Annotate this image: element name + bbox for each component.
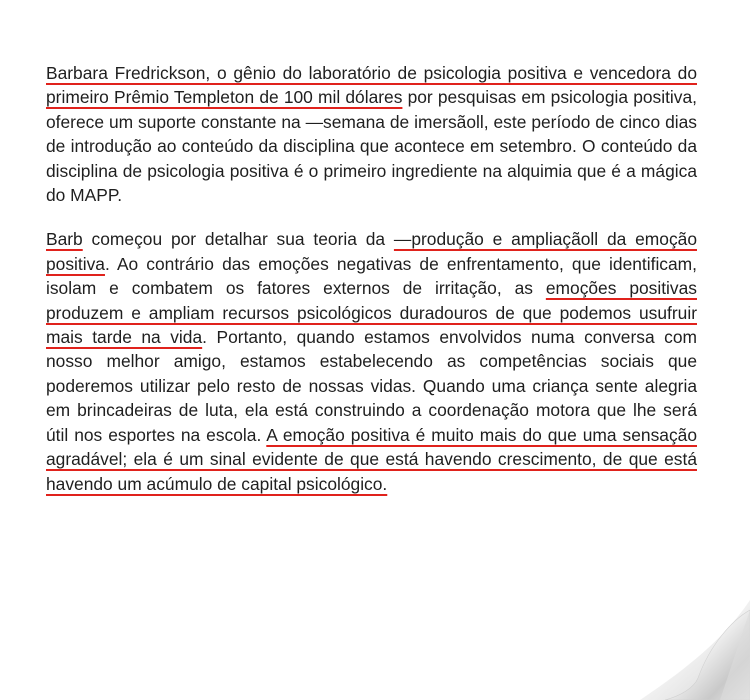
text-run: por pesquisas em psicologia positiva, oferece um suporte constante na —semana de imersãoll, este período de cinco dias de introdução ao conteúdo da disciplina que acontece em setembro. O conteúdo da disciplina de psicologia positiva é o primeiro ingrediente na alquimia que é a mágica do MAPP.: [46, 87, 697, 206]
underlined-phrase: —produção e ampliaçãoll da emoção positiva: [46, 229, 697, 274]
text-run: começou por detalhar sua teoria da: [82, 229, 394, 250]
underlined-phrase: Barb: [46, 229, 83, 250]
text-run: . Ao contrário das emoções negativas de enfrentamento, que identificam, isolam e combatem os fatores externos de irritação, as: [46, 253, 697, 299]
underlined-phrase: Barbara Fredrickson, o gênio do laboratório de psicologia positiva e vencedora do primeiro Prêmio Templeton de 100 mil dólares: [46, 63, 697, 108]
text-body: [46, 61, 697, 516]
text-run: . Portanto, quando estamos envolvidos numa conversa com nosso melhor amigo, estamos estabelecendo as competências sociais que poderemos utilizar pelo resto de nossas vidas. Quando uma criança sente alegria em brincadeiras de luta, ela está construindo a coordenação motora que lhe será útil nos esportes na escola.: [46, 327, 697, 445]
page-curl-graphic: [580, 560, 750, 700]
underlined-phrase: A emoção positiva é muito mais do que uma sensação agradável; ela é um sinal evidente de que está havendo crescimento, de que está havendo um acúmulo de capital psicológico.: [46, 424, 697, 494]
paragraph-1: [46, 61, 697, 207]
underlined-phrase: emoções positivas produzem e ampliam recursos psicológicos duradouros de que podemos usufruir mais tarde na vida: [46, 278, 697, 348]
paragraph-2: [46, 227, 697, 495]
